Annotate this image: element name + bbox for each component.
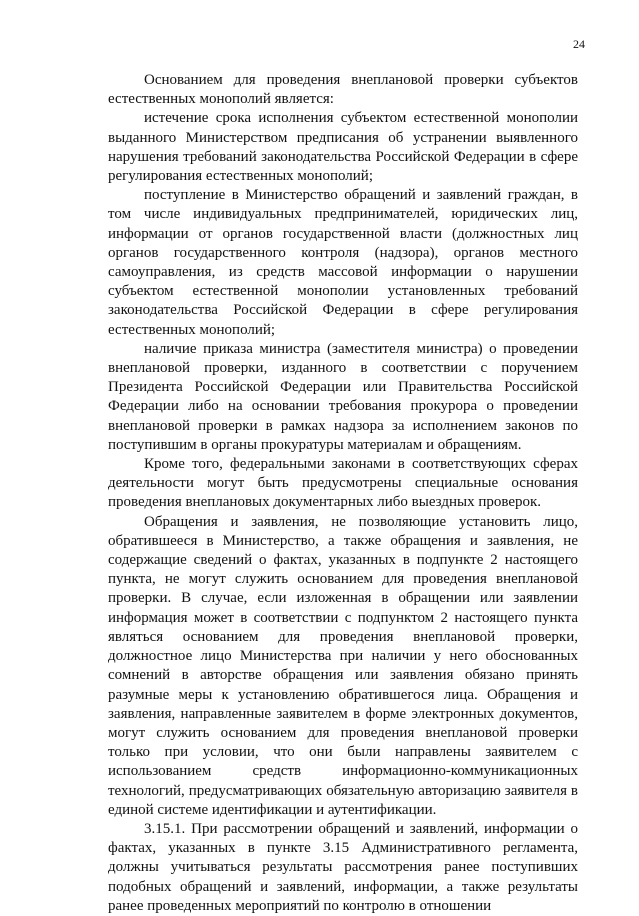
paragraph-1: Основанием для проведения внеплановой проверки субъектов естественных монополий является: bbox=[108, 72, 578, 108]
paragraph-2: истечение срока исполнения субъектом естественной монополии выданного Министерством предписания об устранении выявленного нарушения требований законодательства Российской Федерации в сфере регулирования естественных монополий; bbox=[108, 110, 578, 185]
paragraph-4: наличие приказа министра (заместителя министра) о проведении внеплановой проверки, изданного в соответствии с поручением Президента Российской Федерации или Правительства Российской Федерации либо на основании требования прокурора о проведении внеплановой проверки в рамках надзора за исполнением законов по поступившим в органы прокуратуры материалам и обращениям. bbox=[108, 340, 578, 453]
page-number: 24 bbox=[573, 37, 585, 51]
paragraph-3: поступление в Министерство обращений и заявлений граждан, в том числе индивидуальных предпринимателей, юридических лиц, информации от органов государственной власти (должностных лиц органов государственного контроля (надзора), органов местного самоуправления, из средств массовой информации о нарушении субъектом естественной монополии установленных требований законодательства Российской Федерации в сфере регулирования естественных монополий; bbox=[108, 187, 578, 338]
paragraph-5: Кроме того, федеральными законами в соответствующих сферах деятельности могут быть предусмотрены специальные основания проведения внеплановых документарных либо выездных проверок. bbox=[108, 456, 578, 511]
document-body bbox=[108, 71, 578, 916]
paragraph-6: Обращения и заявления, не позволяющие установить лицо, обратившееся в Министерство, а также обращения и заявления, не содержащие сведений о фактах, указанных в подпункте 2 настоящего пункта, не могут служить основанием для проведения внеплановой проверки. В случае, если изложенная в обращении или заявлении информация может в соответствии с подпунктом 2 настоящего пункта являться основанием для проведения внеплановой проверки, должностное лицо Министерства при наличии у него обоснованных сомнений в авторстве обращения или заявления обязано принять разумные меры к установлению обратившегося лица. Обращения и заявления, направленные заявителем в форме электронных документов, могут служить основанием для проведения внеплановой проверки только при условии, что они были направлены заявителем с использованием средств информационно-коммуникационных технологий, предусматривающих обязательную авторизацию заявителя в единой системе идентификации и аутентификации. bbox=[108, 513, 578, 818]
paragraph-7: 3.15.1. При рассмотрении обращений и заявлений, информации о фактах, указанных в пункте 3.15 Административного регламента, должны учитываться результаты рассмотрения ранее поступивших подобных обращений и заявлений, информации, а также результаты ранее проведенных мероприятий по контролю в отношении bbox=[108, 820, 578, 914]
